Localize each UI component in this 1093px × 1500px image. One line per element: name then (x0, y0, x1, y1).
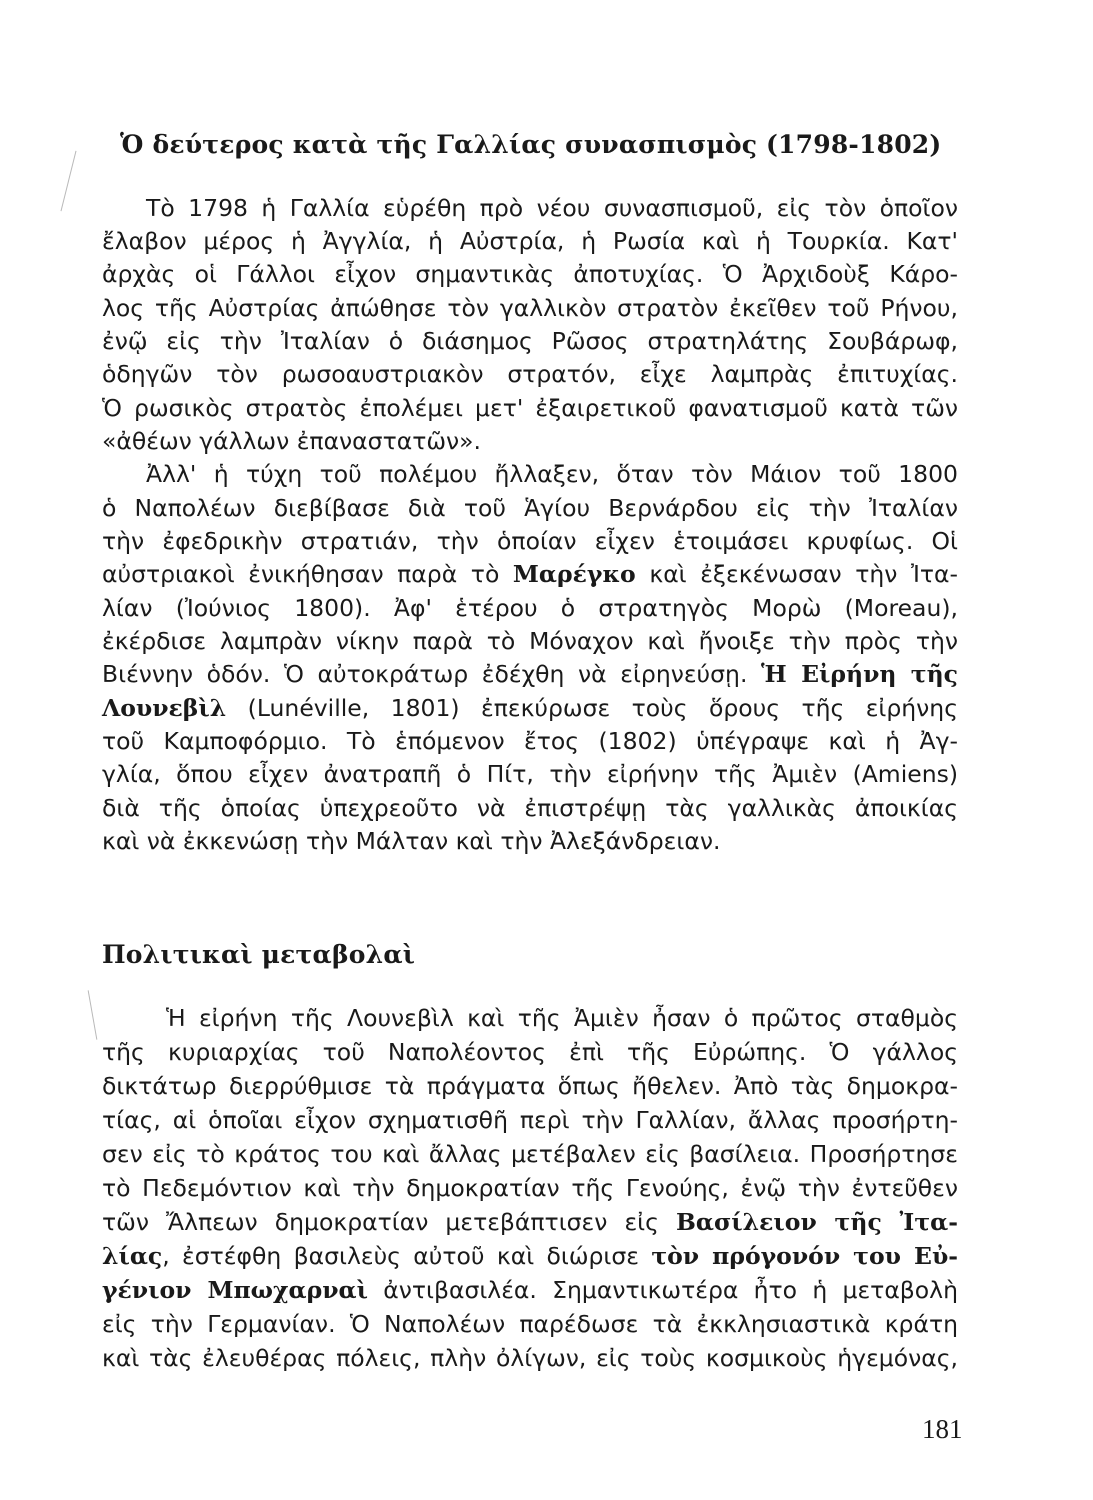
paragraph-line: τίας, αἱ ὁποῖαι εἶχον σχηματισθῆ περὶ τὴν Γαλλίαν, ἄλλας προσήρτη- (102, 1106, 958, 1134)
paragraph-line: Ἀλλ' ἡ τύχη τοῦ πολέμου ἤλλαξεν, ὅταν τὸν Μάιον τοῦ 1800 (146, 460, 958, 488)
paragraph-line: Τὸ 1798 ἡ Γαλλία εὑρέθη πρὸ νέου συνασπισμοῦ, εἰς τὸν ὁποῖον (146, 194, 958, 222)
section-heading-coalition: Ὁ δεύτερος κατὰ τῆς Γαλλίας συνασπισμὸς (1798-1802) (120, 130, 942, 159)
paragraph-line: τῆς κυριαρχίας τοῦ Ναπολέοντος ἐπὶ τῆς Εὐρώπης. Ὁ γάλλος (102, 1038, 958, 1066)
paragraph-line: δικτάτωρ διερρύθμισε τὰ πράγματα ὅπως ἤθελεν. Ἀπὸ τὰς δημοκρα- (102, 1072, 958, 1100)
kingdom-name: Βασίλειον τῆς Ἰτα- (676, 1208, 958, 1236)
paragraph-line: εἰς τὴν Γερμανίαν. Ὁ Ναπολέων παρέδωσε τὰ ἐκκλησιαστικὰ κράτη (102, 1310, 958, 1338)
paragraph-line: ἐνῷ εἰς τὴν Ἰταλίαν ὁ διάσημος Ρῶσος στρατηλάτης Σουβάρωφ, (102, 327, 958, 355)
paragraph-line: γένιον Μπωχαρναὶ ἀντιβασιλέα. Σημαντικωτέρα ἦτο ἡ μεταβολὴ (102, 1276, 958, 1304)
paragraph-line: σεν εἰς τὸ κράτος του καὶ ἄλλας μετέβαλεν εἰς βασίλεια. Προσήρτησε (102, 1140, 958, 1168)
paragraph-line: λος τῆς Αὐστρίας ἀπώθησε τὸν γαλλικὸν στρατὸν ἐκεῖθεν τοῦ Ρήνου, (102, 294, 958, 322)
person-name: γένιον Μπωχαρναὶ (102, 1276, 368, 1304)
paragraph-line: ὁδηγῶν τὸν ρωσοαυστριακὸν στρατόν, εἶχε λαμπρὰς ἐπιτυχίας. (102, 360, 958, 388)
page-number: 181 (922, 1414, 963, 1444)
paragraph-line: λίας, ἐστέφθη βασιλεὺς αὐτοῦ καὶ διώρισε τὸν πρόγονόν του Εὐ- (102, 1242, 959, 1270)
margin-pencil-mark (61, 151, 77, 211)
section-heading-political-changes: Πολιτικαὶ μεταβολαὶ (102, 940, 416, 969)
treaty-name: Λουνεβὶλ (102, 694, 227, 722)
paragraph-line: τὸ Πεδεμόντιον καὶ τὴν δημοκρατίαν τῆς Γενούης, ἐνῷ τὴν ἐντεῦθεν (102, 1174, 958, 1202)
paragraph-line: καὶ τὰς ἐλευθέρας πόλεις, πλὴν ὀλίγων, εἰς τοὺς κοσμικοὺς ἡγεμόνας, (102, 1344, 958, 1372)
paragraph-line: «ἀθέων γάλλων ἐπαναστατῶν». (102, 427, 482, 455)
paragraph-line: γλία, ὅπου εἶχεν ἀνατραπῆ ὁ Πίτ, τὴν εἰρήνην τῆς Ἀμιὲν (Amiens) (102, 760, 958, 788)
paragraph-line: ἀρχὰς οἱ Γάλλοι εἶχον σημαντικὰς ἀποτυχίας. Ὁ Ἀρχιδοὺξ Κάρο- (102, 260, 958, 288)
place-name-marengo: Μαρέγκο (512, 560, 636, 588)
paragraph-line: καὶ νὰ ἐκκενώσῃ τὴν Μάλταν καὶ τὴν Ἀλεξάνδρειαν. (102, 827, 721, 855)
person-name: τὸν πρόγονόν του Εὐ- (651, 1242, 959, 1270)
paragraph-line: διὰ τῆς ὁποίας ὑπεχρεοῦτο νὰ ἐπιστρέψῃ τὰς γαλλικὰς ἀποικίας (102, 794, 958, 822)
paragraph-line: ἐκέρδισε λαμπρὰν νίκην παρὰ τὸ Μόναχον καὶ ἤνοιξε τὴν πρὸς τὴν (102, 627, 958, 655)
paragraph-line: τοῦ Καμποφόρμιο. Τὸ ἑπόμενον ἔτος (1802) ὑπέγραψε καὶ ἡ Ἀγ- (102, 727, 958, 755)
paragraph-line: ὁ Ναπολέων διεβίβασε διὰ τοῦ Ἁγίου Βερνάρδου εἰς τὴν Ἰταλίαν (102, 494, 958, 522)
kingdom-name: λίας (102, 1242, 163, 1270)
paragraph-line: Ἡ εἰρήνη τῆς Λουνεβὶλ καὶ τῆς Ἀμιὲν ἦσαν ὁ πρῶτος σταθμὸς (166, 1004, 958, 1032)
paragraph-line: τῶν Ἄλπεων δημοκρατίαν μετεβάπτισεν εἰς Βασίλειον τῆς Ἰτα- (102, 1208, 958, 1236)
treaty-name: Ἡ Εἰρήνη τῆς (761, 660, 958, 688)
margin-pencil-mark (88, 990, 98, 1039)
paragraph-line: Λουνεβὶλ (Lunéville, 1801) ἐπεκύρωσε τοὺς ὅρους τῆς εἰρήνης (102, 694, 958, 722)
paragraph-line: αὐστριακοὶ ἐνικήθησαν παρὰ τὸ Μαρέγκο καὶ ἐξεκένωσαν τὴν Ἰτα- (102, 560, 958, 588)
paragraph-line: Βιέννην ὁδόν. Ὁ αὐτοκράτωρ ἐδέχθη νὰ εἰρηνεύσῃ. Ἡ Εἰρήνη τῆς (102, 660, 958, 688)
paragraph-line: τὴν ἐφεδρικὴν στρατιάν, τὴν ὁποίαν εἶχεν ἑτοιμάσει κρυφίως. Οἱ (102, 527, 958, 555)
paragraph-line: Ὁ ρωσικὸς στρατὸς ἐπολέμει μετ' ἐξαιρετικοῦ φανατισμοῦ κατὰ τῶν (102, 394, 958, 422)
paragraph-line: λίαν (Ἰούνιος 1800). Ἀφ' ἑτέρου ὁ στρατηγὸς Μορὼ (Moreau), (102, 594, 958, 622)
paragraph-line: ἔλαβον μέρος ἡ Ἀγγλία, ἡ Αὐστρία, ἡ Ρωσία καὶ ἡ Τουρκία. Κατ' (102, 227, 958, 255)
